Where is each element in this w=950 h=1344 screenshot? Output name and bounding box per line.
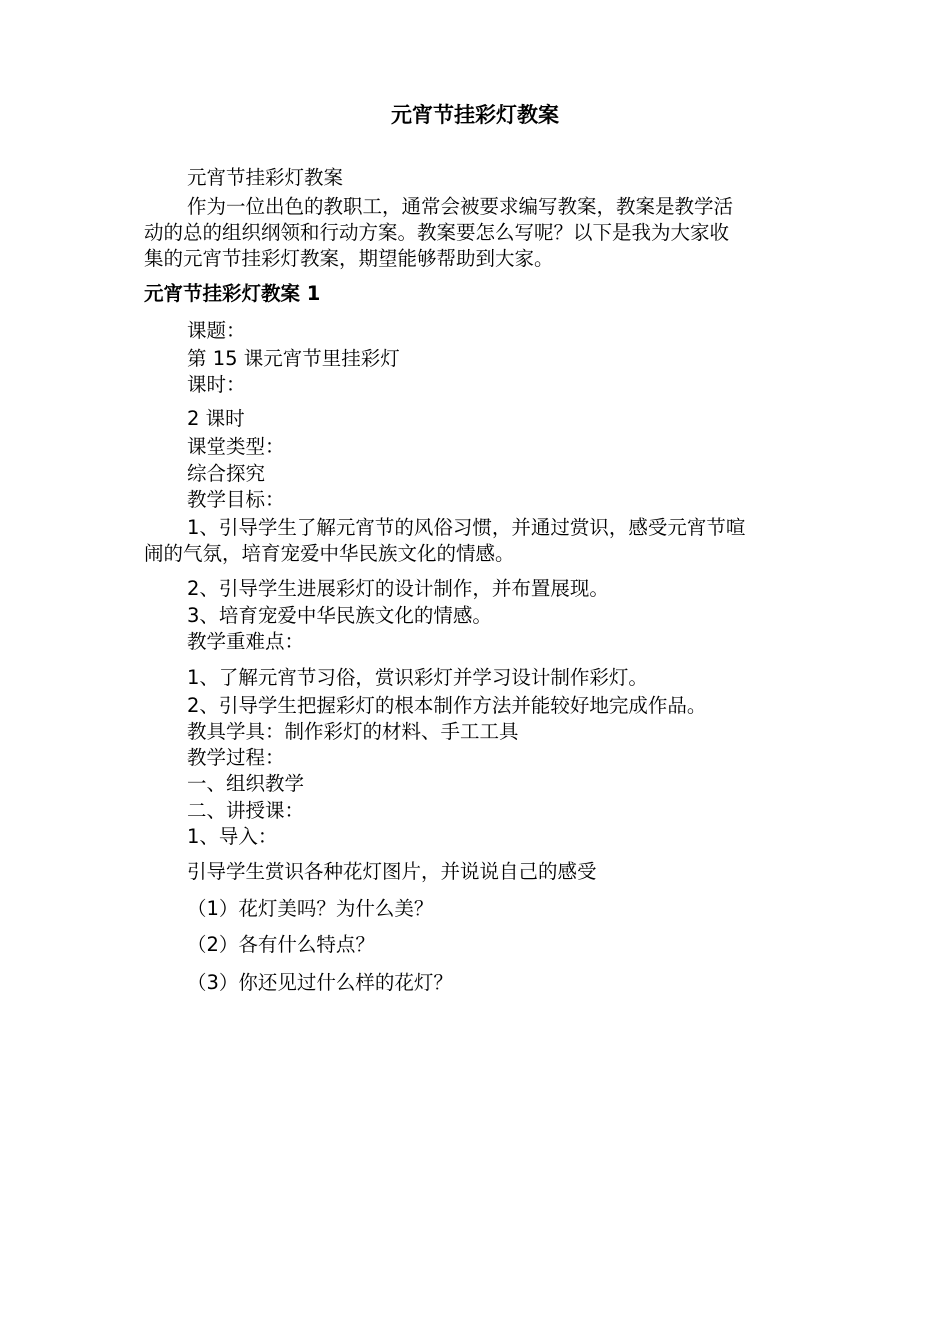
goal-1-line-2: 闹的气氛，培育宠爱中华民族文化的情感。 (144, 542, 515, 565)
hours-value: 2 课时 (187, 407, 245, 430)
goals-label: 教学目标： (187, 488, 285, 511)
topic-value: 第 15 课元宵节里挂彩灯 (187, 347, 400, 370)
hours-label: 课时： (187, 373, 246, 396)
key-point-2: 2、引导学生把握彩灯的根本制作方法并能较好地完成作品。 (187, 694, 707, 717)
question-1: （1）花灯美吗？为什么美？ (187, 897, 434, 920)
document-title: 元宵节挂彩灯教案 (391, 103, 559, 127)
step-lecture: 二、讲授课： (187, 799, 305, 822)
intro-line-1: 作为一位出色的教职工，通常会被要求编写教案，教案是教学活 (187, 195, 734, 218)
keypoints-label: 教学重难点： (187, 630, 305, 653)
question-2: （2）各有什么特点？ (187, 933, 375, 956)
intro-title: 元宵节挂彩灯教案 (187, 166, 344, 189)
key-point-1: 1、了解元宵节习俗，赏识彩灯并学习设计制作彩灯。 (187, 666, 648, 689)
type-value: 综合探究 (187, 462, 266, 485)
intro-line-3: 集的元宵节挂彩灯教案，期望能够帮助到大家。 (144, 247, 554, 270)
section-heading: 元宵节挂彩灯教案 1 (144, 282, 321, 305)
process-label: 教学过程： (187, 746, 285, 769)
topic-label: 课题： (187, 319, 246, 342)
guide-line: 引导学生赏识各种花灯图片，并说说自己的感受 (187, 860, 597, 883)
goal-3: 3、培育宠爱中华民族文化的情感。 (187, 604, 492, 627)
goal-2: 2、引导学生进展彩灯的设计制作，并布置展现。 (187, 577, 609, 600)
type-label: 课堂类型： (187, 435, 285, 458)
step-organize: 一、组织教学 (187, 772, 305, 795)
intro-line-2: 动的总的组织纲领和行动方案。教案要怎么写呢？以下是我为大家收 (144, 221, 730, 244)
step-intro: 1、导入： (187, 825, 278, 848)
goal-1-line-1: 1、引导学生了解元宵节的风俗习惯，并通过赏识，感受元宵节喧 (187, 516, 746, 539)
question-3: （3）你还见过什么样的花灯？ (187, 971, 453, 994)
teaching-tools: 教具学具：制作彩灯的材料、手工工具 (187, 720, 519, 743)
